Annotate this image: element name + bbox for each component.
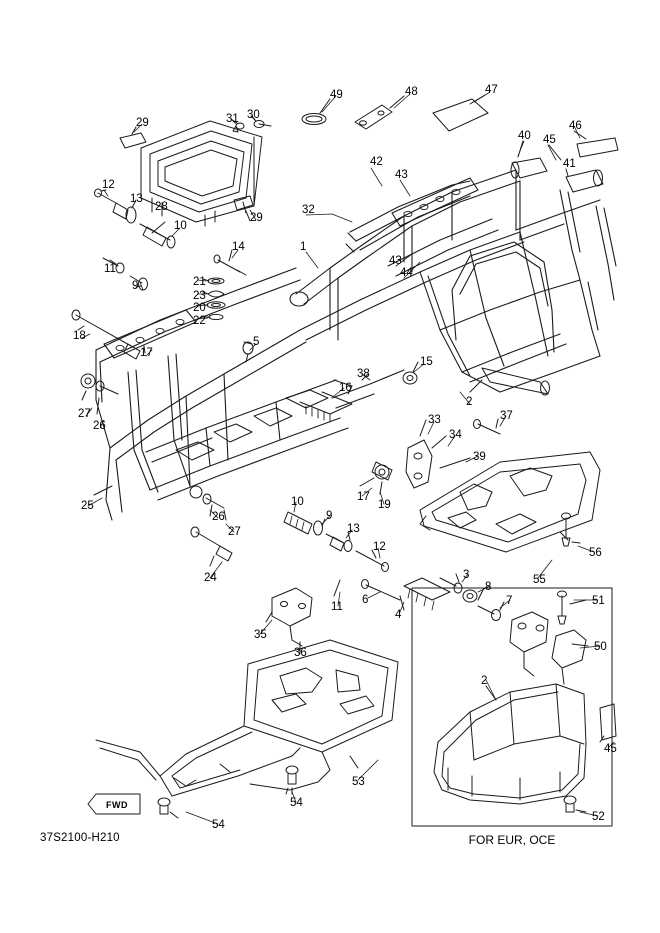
part-2-tube-right <box>470 368 550 395</box>
callout-number: 9 <box>132 280 139 292</box>
callout-number: 22 <box>193 315 206 327</box>
callout-number: 10 <box>174 220 187 232</box>
callout-number: 33 <box>428 414 441 426</box>
callout-number: 12 <box>102 179 115 191</box>
callout-number: 27 <box>78 408 91 420</box>
callout-number: 14 <box>232 241 245 253</box>
callout-number: 4 <box>395 609 402 621</box>
callout-number: 9 <box>326 510 333 522</box>
part-46-45-strip <box>549 131 618 160</box>
callout-number: 47 <box>485 84 498 96</box>
callout-number: 43 <box>389 255 402 267</box>
callout-number: 36 <box>294 647 307 659</box>
callout-number: 42 <box>370 156 383 168</box>
part-53-skid-plate <box>96 640 398 796</box>
callout-number: 3 <box>463 569 470 581</box>
callout-number: 15 <box>420 356 433 368</box>
part-47-panel <box>433 95 488 131</box>
part-24-bolt <box>191 527 232 566</box>
callout-number: 54 <box>290 797 303 809</box>
fwd-direction-label: FWD <box>106 800 128 810</box>
callout-number: 27 <box>228 526 241 538</box>
callout-number: 48 <box>405 86 418 98</box>
callout-number: 39 <box>473 451 486 463</box>
callout-number: 55 <box>533 574 546 586</box>
part-37-bolt <box>474 419 501 434</box>
inset-frame <box>434 591 616 812</box>
part-5-clip <box>243 342 253 362</box>
part-15-38-collars <box>362 362 418 384</box>
callout-number: 6 <box>362 594 369 606</box>
callout-number: 10 <box>291 496 304 508</box>
part-41-tube <box>566 169 603 192</box>
callout-number: 43 <box>395 169 408 181</box>
callout-number: 1 <box>300 241 307 253</box>
callout-number: 17 <box>140 347 153 359</box>
callout-number: 32 <box>302 204 315 216</box>
callout-number: 2 <box>466 396 473 408</box>
inset-caption: FOR EUR, OCE <box>468 833 556 847</box>
part-48-plate <box>355 96 404 129</box>
part-55-skid-plate <box>420 452 600 552</box>
callout-number: 20 <box>193 302 206 314</box>
callout-number: 29 <box>136 117 149 129</box>
callout-number: 11 <box>104 263 116 275</box>
callout-number: 16 <box>339 382 352 394</box>
part-35-36-bracket <box>266 588 312 652</box>
callout-number: 24 <box>204 572 217 584</box>
callout-number: 21 <box>193 276 206 288</box>
callout-number: 53 <box>352 776 365 788</box>
part-25-label-leader <box>94 486 112 495</box>
callout-number: 37 <box>500 410 513 422</box>
part-49-oring <box>302 99 330 125</box>
callout-number: 28 <box>155 201 168 213</box>
part-16-footrest-bar <box>176 380 352 460</box>
callout-number: 13 <box>130 193 143 205</box>
callout-number: 56 <box>589 547 602 559</box>
callout-number: 45 <box>604 743 617 755</box>
callout-number: 54 <box>212 819 225 831</box>
callout-number: 40 <box>518 130 531 142</box>
callout-number: 19 <box>378 499 391 511</box>
callout-number: 26 <box>93 420 106 432</box>
callout-number: 52 <box>592 811 605 823</box>
callout-number: 11 <box>331 601 343 613</box>
callout-number: 2 <box>481 675 488 687</box>
callout-number: 26 <box>212 511 225 523</box>
callout-number: 29 <box>250 212 263 224</box>
callout-number: 8 <box>485 581 492 593</box>
callout-number: 12 <box>373 541 386 553</box>
callout-number: 31 <box>226 113 239 125</box>
callout-number: 35 <box>254 629 267 641</box>
callout-number: 45 <box>543 134 556 146</box>
callout-number: 50 <box>594 641 607 653</box>
callout-number: 23 <box>193 290 206 302</box>
callout-number: 7 <box>506 595 513 607</box>
callout-number: 30 <box>247 109 260 121</box>
diagram-code: 37S2100-H210 <box>40 832 120 844</box>
part-14-bolt <box>214 250 246 275</box>
callout-number: 18 <box>73 330 86 342</box>
callout-number: 25 <box>81 500 94 512</box>
part-10-9-13-12-lower-shaft <box>284 512 389 596</box>
part-6-4-footpeg <box>362 578 451 610</box>
callout-number: 13 <box>347 523 360 535</box>
callout-number: 34 <box>449 429 462 441</box>
callout-number: 41 <box>563 158 576 170</box>
callout-number: 17 <box>357 491 370 503</box>
part-56-bolt <box>562 513 581 546</box>
callout-number: 38 <box>357 368 370 380</box>
callout-number: 51 <box>592 595 605 607</box>
callout-number: 5 <box>253 336 260 348</box>
callout-number: 44 <box>400 267 413 279</box>
part-3-8-7-fasteners <box>440 574 504 621</box>
callout-number: 49 <box>330 89 343 101</box>
callout-number: 46 <box>569 120 582 132</box>
